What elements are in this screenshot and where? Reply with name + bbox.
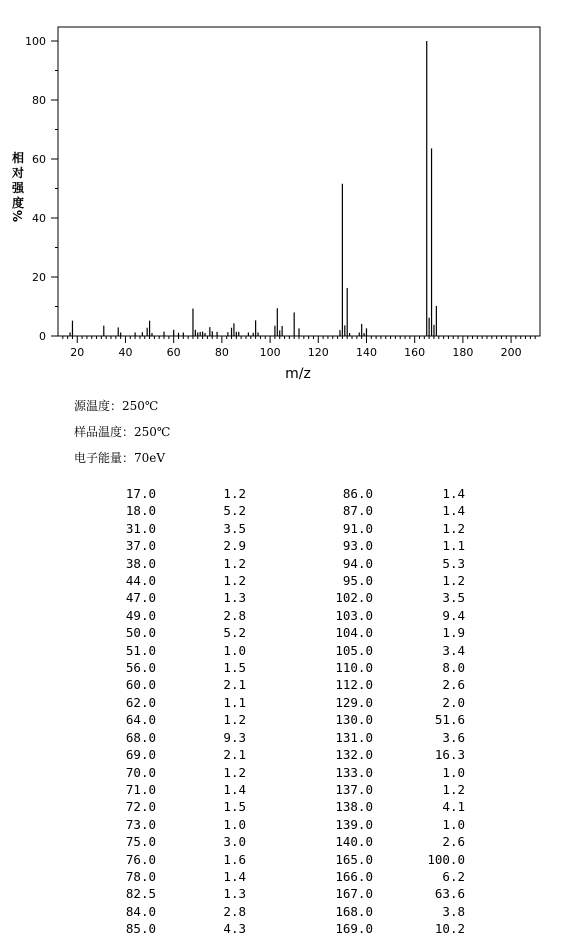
intensity-cell: 1.4 [223, 868, 246, 884]
intensity-cell: 2.1 [223, 677, 246, 693]
x-tick-label: 160 [404, 346, 426, 359]
intensity-cell: 1.5 [223, 799, 246, 815]
intensity-cell: 1.2 [223, 555, 246, 571]
table-row [100, 816, 465, 833]
intensity-cell: 1.4 [223, 781, 246, 797]
intensity-cell: 5.2 [223, 625, 246, 641]
intensity-cell: 1.2 [223, 573, 246, 589]
x-axis [63, 336, 535, 359]
mz-cell: 62.0 [125, 694, 156, 710]
y-tick-label: 60 [32, 153, 46, 166]
table-row [100, 764, 465, 781]
plot-frame [58, 27, 540, 336]
table-row [100, 781, 465, 798]
table-row [100, 485, 465, 502]
mz-cell: 137.0 [335, 781, 373, 797]
intensity-cell: 16.3 [434, 747, 465, 763]
mz-cell: 140.0 [335, 834, 373, 850]
peak-table [100, 485, 465, 938]
table-row [100, 903, 465, 920]
mz-cell: 37.0 [125, 538, 156, 554]
intensity-cell: 2.1 [223, 747, 246, 763]
intensity-cell: 1.0 [223, 642, 246, 658]
intensity-cell: 1.0 [223, 816, 246, 832]
intensity-cell: 1.2 [223, 486, 246, 501]
intensity-cell: 8.0 [442, 660, 465, 676]
mz-cell: 86.0 [342, 486, 373, 501]
intensity-cell: 9.4 [442, 607, 465, 623]
intensity-cell: 1.1 [223, 694, 246, 710]
table-row [100, 572, 465, 589]
mz-cell: 50.0 [125, 625, 156, 641]
source-temperature: 源温度：250℃ [74, 399, 159, 413]
intensity-cell: 4.3 [223, 921, 246, 937]
table-row [100, 676, 465, 693]
y-axis-title-percent: % [11, 209, 25, 223]
mz-cell: 103.0 [335, 607, 373, 623]
intensity-cell: 3.4 [442, 642, 465, 658]
intensity-cell: 1.3 [223, 590, 246, 606]
y-axis-title-char: 强 [11, 181, 25, 195]
mz-cell: 60.0 [125, 677, 156, 693]
table-row [100, 537, 465, 554]
mz-cell: 112.0 [335, 677, 373, 693]
mz-cell: 165.0 [335, 851, 373, 867]
mz-cell: 139.0 [335, 816, 373, 832]
mz-cell: 78.0 [125, 868, 156, 884]
intensity-cell: 100.0 [427, 851, 465, 867]
intensity-cell: 4.1 [442, 799, 465, 815]
y-axis [25, 35, 58, 343]
intensity-cell: 2.8 [223, 903, 246, 919]
mz-cell: 47.0 [125, 590, 156, 606]
table-row [100, 746, 465, 763]
mz-cell: 167.0 [335, 886, 373, 902]
intensity-cell: 3.0 [223, 834, 246, 850]
mz-cell: 56.0 [125, 660, 156, 676]
sample-temperature: 样品温度：250℃ [74, 425, 171, 439]
table-row [100, 624, 465, 641]
mz-cell: 68.0 [125, 729, 156, 745]
electron-energy: 电子能量：70eV [74, 451, 166, 465]
mz-cell: 31.0 [125, 520, 156, 536]
mz-cell: 169.0 [335, 921, 373, 937]
mz-cell: 91.0 [342, 520, 373, 536]
mz-cell: 49.0 [125, 607, 156, 623]
mz-cell: 76.0 [125, 851, 156, 867]
mz-cell: 129.0 [335, 694, 373, 710]
mz-cell: 105.0 [335, 642, 373, 658]
intensity-cell: 3.6 [442, 729, 465, 745]
table-row [100, 607, 465, 624]
mz-cell: 104.0 [335, 625, 373, 641]
intensity-cell: 10.2 [434, 921, 465, 937]
y-tick-label: 80 [32, 94, 46, 107]
table-row [100, 589, 465, 606]
intensity-cell: 3.5 [223, 520, 246, 536]
x-tick-label: 20 [70, 346, 85, 359]
x-tick-label: 40 [118, 346, 133, 359]
spectrum-peaks [70, 41, 436, 336]
table-row [100, 520, 465, 537]
intensity-cell: 3.5 [442, 590, 465, 606]
intensity-cell: 51.6 [434, 712, 465, 728]
measurement-conditions [74, 396, 170, 474]
intensity-cell: 2.6 [442, 677, 465, 693]
table-row [100, 798, 465, 815]
table-row [100, 711, 465, 728]
intensity-cell: 2.9 [223, 538, 246, 554]
mz-cell: 82.5 [125, 886, 156, 902]
mz-cell: 51.0 [125, 642, 156, 658]
mz-cell: 95.0 [342, 573, 373, 589]
mz-cell: 70.0 [125, 764, 156, 780]
y-tick-label: 20 [32, 271, 46, 284]
intensity-cell: 2.6 [442, 834, 465, 850]
table-row [100, 694, 465, 711]
intensity-cell: 1.6 [223, 851, 246, 867]
y-axis-title [11, 150, 25, 222]
x-tick-label: 120 [307, 346, 329, 359]
x-tick-label: 140 [355, 346, 377, 359]
mz-cell: 132.0 [335, 747, 373, 763]
mass-spectrum-chart [0, 0, 570, 390]
table-row [100, 885, 465, 902]
intensity-cell: 1.0 [442, 764, 465, 780]
mz-cell: 94.0 [342, 555, 373, 571]
mz-cell: 64.0 [125, 712, 156, 728]
intensity-cell: 1.0 [442, 816, 465, 832]
mz-cell: 75.0 [125, 834, 156, 850]
mz-cell: 166.0 [335, 868, 373, 884]
mz-cell: 130.0 [335, 712, 373, 728]
mz-cell: 38.0 [125, 555, 156, 571]
intensity-cell: 2.8 [223, 607, 246, 623]
mz-cell: 44.0 [125, 573, 156, 589]
intensity-cell: 1.4 [442, 486, 465, 501]
y-tick-label: 0 [39, 330, 46, 343]
intensity-cell: 5.3 [442, 555, 465, 571]
mz-cell: 138.0 [335, 799, 373, 815]
intensity-cell: 1.3 [223, 886, 246, 902]
y-tick-label: 40 [32, 212, 46, 225]
intensity-cell: 1.4 [442, 503, 465, 519]
y-axis-title-char: 相 [11, 151, 25, 165]
table-row [100, 642, 465, 659]
x-tick-label: 60 [166, 346, 181, 359]
mz-cell: 17.0 [125, 486, 156, 501]
y-axis-title-char: 度 [11, 196, 25, 210]
intensity-cell: 1.9 [442, 625, 465, 641]
x-axis-title: m/z [285, 366, 311, 382]
mz-cell: 69.0 [125, 747, 156, 763]
intensity-cell: 9.3 [223, 729, 246, 745]
intensity-cell: 1.2 [223, 712, 246, 728]
table-row [100, 729, 465, 746]
mz-cell: 72.0 [125, 799, 156, 815]
intensity-cell: 5.2 [223, 503, 246, 519]
table-row [100, 833, 465, 850]
mz-cell: 110.0 [335, 660, 373, 676]
table-row [100, 851, 465, 868]
mz-cell: 71.0 [125, 781, 156, 797]
mz-cell: 133.0 [335, 764, 373, 780]
mz-cell: 84.0 [125, 903, 156, 919]
mz-cell: 73.0 [125, 816, 156, 832]
mz-cell: 131.0 [335, 729, 373, 745]
mz-cell: 18.0 [125, 503, 156, 519]
intensity-cell: 1.2 [442, 781, 465, 797]
intensity-cell: 1.2 [442, 573, 465, 589]
mz-cell: 85.0 [125, 921, 156, 937]
intensity-cell: 3.8 [442, 903, 465, 919]
intensity-cell: 1.5 [223, 660, 246, 676]
x-tick-label: 180 [452, 346, 474, 359]
intensity-cell: 2.0 [442, 694, 465, 710]
table-row [100, 920, 465, 937]
y-tick-label: 100 [25, 35, 46, 48]
mz-cell: 87.0 [342, 503, 373, 519]
mz-cell: 168.0 [335, 903, 373, 919]
x-tick-label: 100 [259, 346, 281, 359]
x-tick-label: 80 [214, 346, 229, 359]
mz-cell: 93.0 [342, 538, 373, 554]
intensity-cell: 6.2 [442, 868, 465, 884]
table-row [100, 868, 465, 885]
table-row [100, 555, 465, 572]
intensity-cell: 1.2 [223, 764, 246, 780]
table-row [100, 659, 465, 676]
y-axis-title-char: 对 [11, 166, 25, 180]
x-tick-label: 200 [500, 346, 522, 359]
mz-cell: 102.0 [335, 590, 373, 606]
table-row [100, 502, 465, 519]
intensity-cell: 63.6 [434, 886, 465, 902]
intensity-cell: 1.1 [442, 538, 465, 554]
intensity-cell: 1.2 [442, 520, 465, 536]
